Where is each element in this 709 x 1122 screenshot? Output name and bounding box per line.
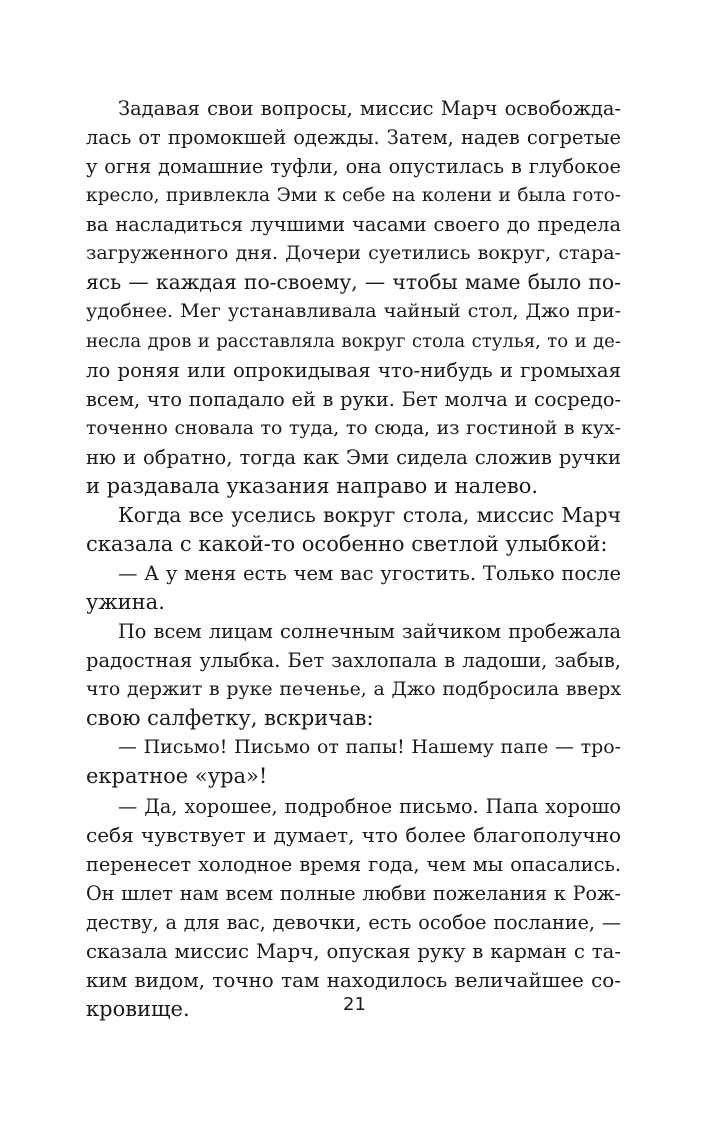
- text-line: — Да, хорошее, подробное письмо. Папа хорошо: [118, 794, 621, 818]
- text-line: и раздавала указания направо и налево.: [86, 473, 539, 498]
- text-line: екратное «ура»!: [86, 764, 268, 789]
- text-line: ва насладиться лучшими часами своего до предела: [86, 213, 621, 237]
- text-line: что держит в руке печенье, а Джо подбросила вверх: [86, 678, 621, 701]
- text-line: кровище.: [86, 996, 190, 1021]
- text-line: ким видом, точно там находилось величайшее со-: [86, 968, 621, 992]
- text-line: ясь — каждая по-своему, — чтобы маме было по-: [86, 270, 621, 295]
- text-line: ужина.: [86, 590, 165, 615]
- text-line: перенесет холодное время года, чем мы опасались.: [86, 852, 621, 876]
- text-line: ню и обратно, тогда как Эми сидела сложив ручки: [86, 445, 621, 469]
- page-number: 21: [343, 994, 366, 1015]
- text-line: точенно сновала то туда, то сюда, из гостиной в кух-: [86, 417, 621, 439]
- text-line: кресло, привлекла Эми к себе на колени и была гото-: [86, 185, 621, 207]
- text-line: Он шлет нам всем полные любви пожелания к Рож-: [86, 881, 621, 905]
- text-line: сказала с какой-то особенно светлой улыбкой:: [86, 531, 608, 556]
- text-line: сказала миссис Марч, опуская руку в карман с та-: [86, 939, 621, 963]
- text-line: Задавая свои вопросы, миссис Марч освобожда-: [118, 97, 621, 120]
- text-line: деству, а для вас, девочки, есть особое послание, —: [86, 910, 621, 934]
- body-text: [86, 94, 621, 1024]
- text-line: По всем лицам солнечным зайчиком пробежала: [118, 620, 621, 644]
- text-line: свою салфетку, вскричав:: [86, 706, 374, 731]
- text-line: себя чувствует и думает, что более благополучно: [86, 822, 621, 847]
- text-line: удобнее. Мег устанавливала чайный стол, Джо при-: [86, 300, 621, 323]
- text-line: — А у меня есть чем вас угостить. Только после: [118, 562, 621, 585]
- text-line: у огня домашние туфли, она опустилась в глубокое: [86, 155, 621, 179]
- text-line: лась от промокшей одежды. Затем, надев согретые: [86, 126, 621, 150]
- text-line: радостная улыбка. Бет захлопала в ладоши, забыв,: [86, 649, 621, 673]
- text-line: всем, что попадало ей в руки. Бет молча и сосредо-: [86, 387, 621, 411]
- text-line: загруженного дня. Дочери суетились вокруг, стара-: [86, 242, 621, 265]
- text-line: — Письмо! Письмо от папы! Нашему папе — тро-: [118, 736, 621, 759]
- text-line: Когда все уселись вокруг стола, миссис Марч: [118, 502, 621, 527]
- text-line: несла дров и расставляла вокруг стола стулья, то и де-: [86, 330, 621, 352]
- text-line: ло роняя или опрокидывая что-нибудь и громыхая: [86, 358, 621, 382]
